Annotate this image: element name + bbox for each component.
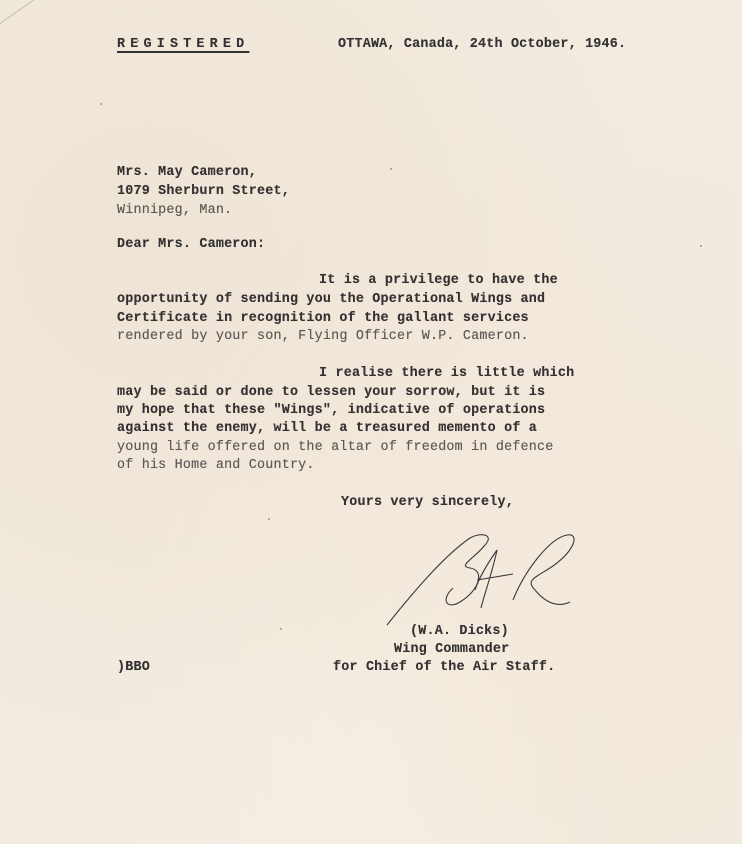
paragraph2-line1: I realise there is little which bbox=[319, 366, 575, 381]
paragraph2-line5: young life offered on the altar of freedom in defence bbox=[117, 440, 554, 455]
paragraph2-line3: my hope that these "Wings", indicative of operations bbox=[117, 403, 546, 418]
paper-speck bbox=[280, 628, 282, 630]
paper-crease bbox=[0, 0, 39, 31]
reference-initials: )BBO bbox=[117, 660, 150, 675]
recipient-city: Winnipeg, Man. bbox=[117, 203, 233, 218]
paragraph1-line1: It is a privilege to have the bbox=[319, 273, 558, 288]
signatory-name: (W.A. Dicks) bbox=[410, 624, 509, 639]
registered-label: REGISTERED bbox=[117, 37, 250, 52]
paper-speck bbox=[100, 103, 102, 105]
paragraph1-line4: rendered by your son, Flying Officer W.P. Cameron. bbox=[117, 329, 529, 344]
signatory-rank: Wing Commander bbox=[394, 642, 510, 657]
paragraph1-line2: opportunity of sending you the Operational Wings and bbox=[117, 292, 546, 307]
closing: Yours very sincerely, bbox=[341, 495, 514, 510]
paper-speck bbox=[137, 40, 139, 42]
paper-speck bbox=[700, 245, 702, 247]
paragraph2-line2: may be said or done to lessen your sorrow, but it is bbox=[117, 385, 546, 400]
recipient-street: 1079 Sherburn Street, bbox=[117, 184, 290, 199]
dateline: OTTAWA, Canada, 24th October, 1946. bbox=[338, 37, 627, 52]
signatory-title: for Chief of the Air Staff. bbox=[333, 660, 556, 675]
paper-speck bbox=[390, 168, 392, 170]
paragraph2-line6: of his Home and Country. bbox=[117, 458, 315, 473]
signature-icon bbox=[385, 530, 585, 630]
paragraph2-line4: against the enemy, will be a treasured memento of a bbox=[117, 421, 538, 436]
recipient-name: Mrs. May Cameron, bbox=[117, 165, 258, 180]
salutation: Dear Mrs. Cameron: bbox=[117, 237, 266, 252]
paragraph1-line3: Certificate in recognition of the gallant services bbox=[117, 311, 529, 326]
paper-speck bbox=[268, 518, 270, 520]
